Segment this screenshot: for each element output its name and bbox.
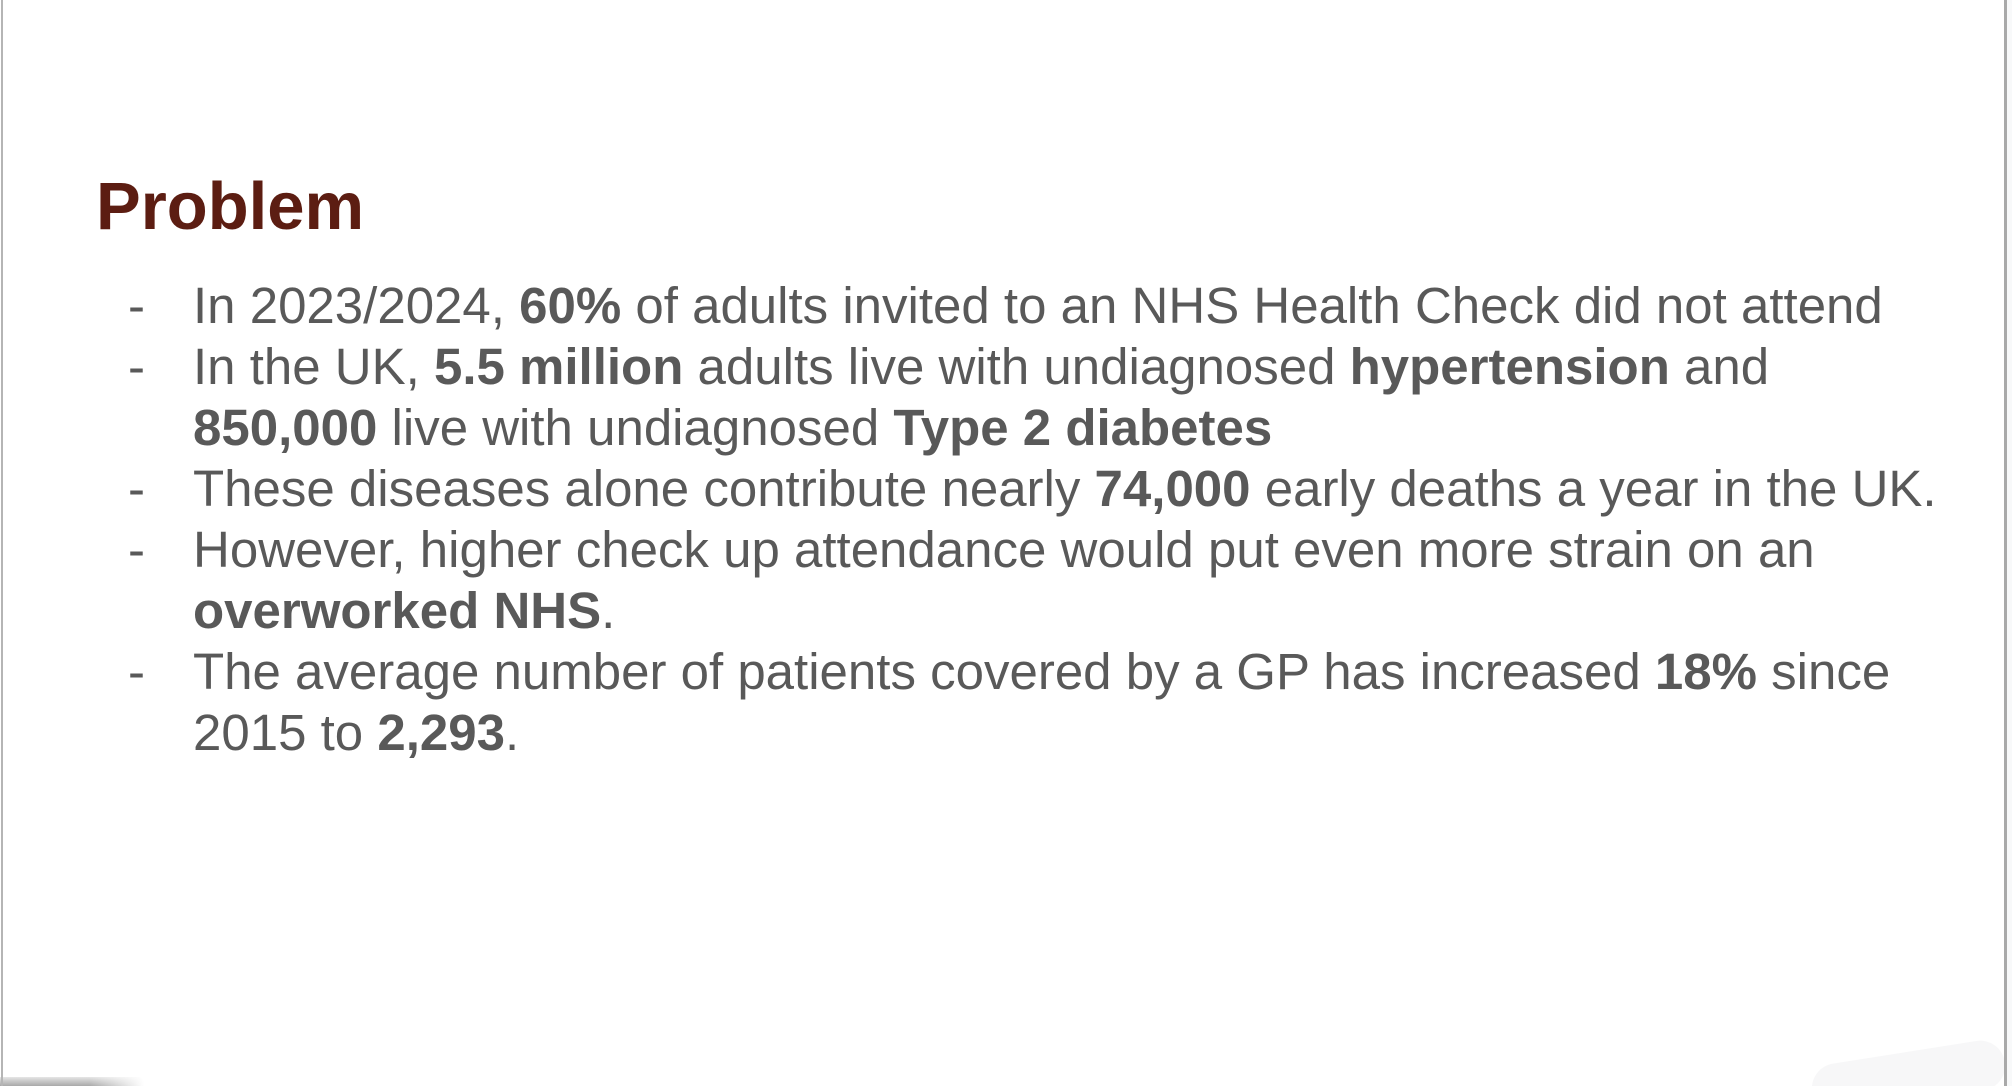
- bullet-line: [0, 336, 2012, 397]
- bullet-continuation-line: [0, 580, 2012, 641]
- presenter-toolbar-edge: [0, 1077, 144, 1086]
- bullet-text: [193, 275, 1883, 336]
- bullet-text: [193, 702, 519, 763]
- text-segment: of adults invited to an NHS Health Check did not attend: [621, 277, 1883, 334]
- text-segment: adults live with undiagnosed: [683, 338, 1350, 395]
- text-segment: 2015 to: [193, 704, 378, 761]
- text-segment: early deaths a year in the UK.: [1250, 460, 1937, 517]
- text-segment: since: [1757, 643, 1891, 700]
- text-segment-bold: 5.5 million: [433, 338, 684, 395]
- slide-title: Problem: [96, 168, 365, 244]
- bullet-continuation-line: [0, 397, 2012, 458]
- text-segment-bold: overworked NHS: [193, 582, 602, 639]
- bullet-line: [0, 641, 2012, 702]
- text-segment: The average number of patients covered by a GP has increased: [193, 643, 1655, 700]
- bullet-text: [193, 580, 615, 641]
- text-segment: .: [504, 704, 520, 761]
- bottom-right-overlay-artifact: [1808, 1037, 2008, 1086]
- text-segment: and: [1669, 338, 1770, 395]
- text-segment-bold: Type 2 diabetes: [893, 399, 1273, 456]
- bullet-text: [193, 458, 1937, 519]
- slide-left-border: [1, 0, 3, 1086]
- bullet-continuation-line: [0, 702, 2012, 763]
- text-segment-bold: 60%: [519, 277, 622, 334]
- bullet-text: [193, 397, 1272, 458]
- text-segment-bold: 850,000: [193, 399, 378, 456]
- text-segment-bold: 2,293: [377, 704, 505, 761]
- bullet-dash: -: [128, 460, 145, 517]
- bullet-text: [193, 336, 1769, 397]
- bullet-text: [193, 519, 1815, 580]
- bullet-line: [0, 458, 2012, 519]
- bullet-line: [0, 275, 2012, 336]
- text-segment-bold: hypertension: [1349, 338, 1670, 395]
- bullet-list: [0, 275, 2012, 763]
- bullet-dash: -: [128, 521, 145, 578]
- bullet-dash: -: [128, 338, 145, 395]
- text-segment: These diseases alone contribute nearly: [193, 460, 1095, 517]
- bullet-dash: -: [128, 643, 145, 700]
- text-segment: .: [601, 582, 616, 639]
- bullet-dash: -: [128, 277, 145, 334]
- bullet-line: [0, 519, 2012, 580]
- bullet-text: [193, 641, 1890, 702]
- text-segment-bold: 18%: [1654, 643, 1757, 700]
- window-right-strip: [2007, 0, 2012, 1086]
- text-segment: live with undiagnosed: [377, 399, 894, 456]
- text-segment: However, higher check up attendance would put even more strain on an: [193, 521, 1815, 578]
- text-segment: In the UK,: [193, 338, 434, 395]
- text-segment: In 2023/2024,: [193, 277, 520, 334]
- text-segment-bold: 74,000: [1094, 460, 1251, 517]
